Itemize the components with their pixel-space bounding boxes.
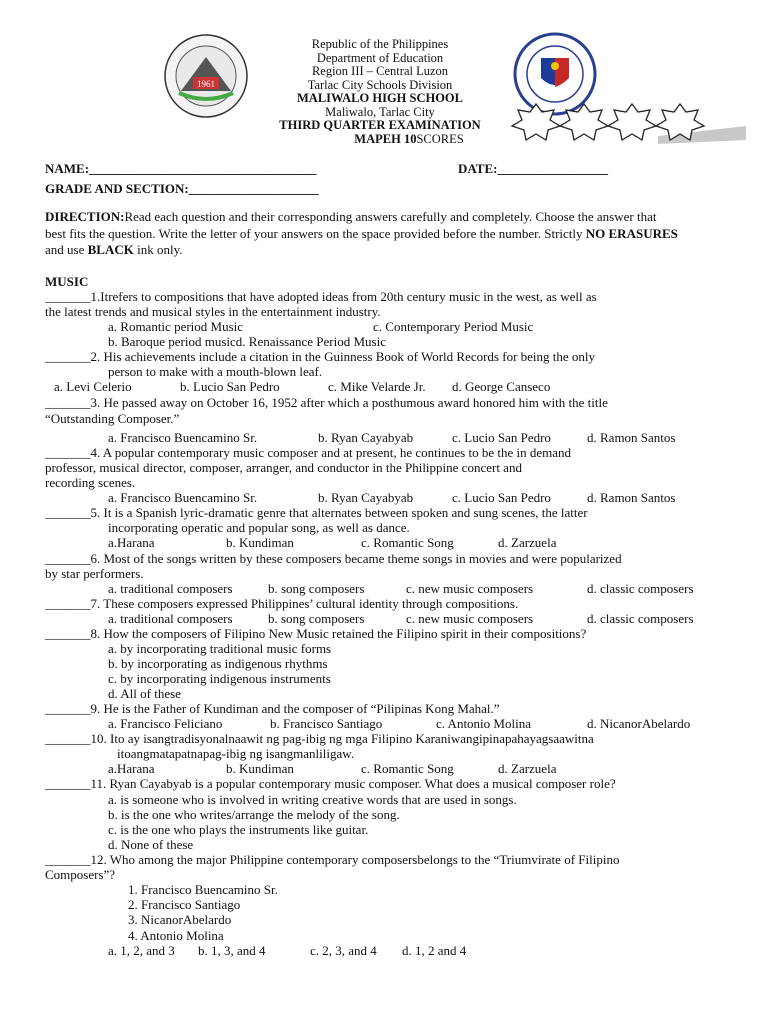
q7-option-c: c. new music composers bbox=[406, 611, 534, 626]
question-5-line-2: incorporating operatic and popular song, as well as dance. bbox=[108, 520, 410, 535]
q12-item-1: 1. Francisco Buencamino Sr. bbox=[128, 882, 278, 897]
question-10-line-1: _______10. Ito ay isangtradisyonalnaawit ng pag-ibig ng mga Filipino Karaniwangipinapahayagsaawitna bbox=[45, 731, 594, 746]
header-subject bbox=[210, 133, 550, 147]
logo-year: 1961 bbox=[197, 79, 215, 89]
q1-option-bd: b. Baroque period musicd. Renaissance Period Music bbox=[108, 334, 386, 349]
question-12-line-2: Composers”? bbox=[45, 867, 116, 882]
q4-option-b: b. Ryan Cayabyab bbox=[318, 490, 414, 505]
question-6-line-1: _______6. Most of the songs written by these composers became theme songs in movies and were popularized bbox=[45, 551, 622, 566]
q6-option-d: d. classic composers bbox=[587, 581, 694, 596]
grade-label: GRADE AND SECTION: bbox=[45, 181, 189, 196]
q6-option-a: a. traditional composers bbox=[108, 581, 233, 596]
q10-option-b: b. Kundiman bbox=[226, 761, 294, 776]
direction-text-3a: and use bbox=[45, 242, 88, 257]
q3-option-c: c. Lucio San Pedro bbox=[452, 430, 551, 445]
q5-option-a: a.Harana bbox=[108, 535, 155, 550]
q12-option-b: b. 1, 3, and 4 bbox=[198, 943, 266, 958]
question-9-line-1: _______9. He is the Father of Kundiman and the composer of “Pilipinas Kong Mahal.” bbox=[45, 701, 500, 716]
direction-label: DIRECTION: bbox=[45, 209, 125, 224]
q10-option-c: c. Romantic Song bbox=[361, 761, 454, 776]
q8-option-c: c. by incorporating indigenous instruments bbox=[108, 671, 331, 686]
q3-option-d: d. Ramon Santos bbox=[587, 430, 676, 445]
document-header bbox=[210, 38, 550, 146]
question-11-line-1: _______11. Ryan Cayabyab is a popular contemporary music composer. What does a musical composer role? bbox=[45, 776, 616, 791]
q12-option-c: c. 2, 3, and 4 bbox=[310, 943, 377, 958]
q4-option-d: d. Ramon Santos bbox=[587, 490, 676, 505]
grade-blank[interactable]: ____________________ bbox=[188, 181, 319, 196]
question-4-line-3: recording scenes. bbox=[45, 475, 136, 490]
question-1-line-2: the latest trends and musical styles in the entertainment industry. bbox=[45, 304, 381, 319]
header-department: Department of Education bbox=[316, 50, 444, 65]
q8-option-a: a. by incorporating traditional music forms bbox=[108, 641, 332, 656]
question-4-line-1: _______4. A popular contemporary music composer and at present, he continues to be the in demand bbox=[45, 445, 572, 460]
date-field[interactable] bbox=[458, 161, 608, 176]
q6-option-b: b. song composers bbox=[268, 581, 365, 596]
q9-option-b: b. Francisco Santiago bbox=[270, 716, 383, 731]
q8-option-b: b. by incorporating as indigenous rhythms bbox=[108, 656, 328, 671]
q9-option-c: c. Antonio Molina bbox=[436, 716, 531, 731]
date-label: DATE: bbox=[458, 161, 498, 176]
header-address: Maliwalo, Tarlac City bbox=[325, 104, 435, 119]
score-star-boxes-icon bbox=[508, 100, 748, 144]
q12-item-3: 3. NicanorAbelardo bbox=[128, 912, 232, 927]
q2-option-c: c. Mike Velarde Jr. bbox=[328, 379, 426, 394]
direction-line-1 bbox=[45, 209, 656, 224]
q5-option-c: c. Romantic Song bbox=[361, 535, 454, 550]
q12-item-4: 4. Antonio Molina bbox=[128, 928, 224, 943]
q11-option-b: b. is the one who writes/arrange the melody of the song. bbox=[108, 807, 400, 822]
q12-item-2: 2. Francisco Santiago bbox=[128, 897, 241, 912]
direction-text-1: Read each question and their corresponding answers carefully and completely. Choose the answer that bbox=[124, 209, 657, 224]
q2-option-a: a. Levi Celerio bbox=[54, 379, 132, 394]
q9-option-a: a. Francisco Feliciano bbox=[108, 716, 223, 731]
scores-label: SCORES bbox=[416, 131, 464, 146]
section-title: MUSIC bbox=[45, 274, 89, 289]
question-2-line-1: _______2. His achievements include a citation in the Guinness Book of World Records for being the only bbox=[45, 349, 596, 364]
question-1-line-1: _______1.Itrefers to compositions that have adopted ideas from 20th century music in the west, as well as bbox=[45, 289, 597, 304]
q3-option-b: b. Ryan Cayabyab bbox=[318, 430, 414, 445]
question-12-line-1: _______12. Who among the major Philippine contemporary composersbelongs to the “Triumvirate of Filipino bbox=[45, 852, 620, 867]
q10-option-a: a.Harana bbox=[108, 761, 155, 776]
q4-option-c: c. Lucio San Pedro bbox=[452, 490, 551, 505]
q11-option-c: c. is the one who plays the instruments like guitar. bbox=[108, 822, 369, 837]
header-republic: Republic of the Philippines bbox=[311, 37, 449, 51]
header-school: MALIWALO HIGH SCHOOL bbox=[297, 91, 463, 105]
q5-option-b: b. Kundiman bbox=[226, 535, 294, 550]
question-4-line-2: professor, musical director, composer, arranger, and conductor in the Philippine concert and bbox=[45, 460, 522, 475]
question-7-line-1: _______7. These composers expressed Philippines’ cultural identity through compositions. bbox=[45, 596, 519, 611]
q7-option-b: b. song composers bbox=[268, 611, 365, 626]
question-3-line-2: “Outstanding Composer.” bbox=[45, 411, 180, 426]
q12-option-a: a. 1, 2, and 3 bbox=[108, 943, 175, 958]
q8-option-d: d. All of these bbox=[108, 686, 181, 701]
q2-option-d: d. George Canseco bbox=[452, 379, 551, 394]
question-10-line-2: itoangmatapatnapag-ibig ng isangmanliligaw. bbox=[117, 746, 355, 761]
q2-option-b: b. Lucio San Pedro bbox=[180, 379, 280, 394]
question-6-line-2: by star performers. bbox=[45, 566, 144, 581]
no-erasures: NO ERASURES bbox=[585, 226, 678, 241]
q1-option-a: a. Romantic period Music bbox=[108, 319, 244, 334]
question-2-line-2: person to make with a mouth-blown leaf. bbox=[108, 364, 323, 379]
subject-label: MAPEH 10 bbox=[354, 131, 417, 146]
header-exam: THIRD QUARTER EXAMINATION bbox=[279, 118, 481, 132]
header-region: Region III – Central Luzon bbox=[311, 64, 449, 78]
direction-line-2 bbox=[45, 226, 678, 241]
direction-text-3c: ink only. bbox=[133, 242, 183, 257]
q11-option-d: d. None of these bbox=[108, 837, 194, 852]
q12-option-d: d. 1, 2 and 4 bbox=[402, 943, 467, 958]
question-8-line-1: _______8. How the composers of Filipino New Music retained the Filipino spirit in their compositions? bbox=[45, 626, 587, 641]
q10-option-d: d. Zarzuela bbox=[498, 761, 557, 776]
q3-option-a: a. Francisco Buencamino Sr. bbox=[108, 430, 258, 445]
q1-option-c: c. Contemporary Period Music bbox=[373, 319, 534, 334]
grade-section-field[interactable] bbox=[45, 181, 319, 196]
black-ink: BLACK bbox=[87, 242, 134, 257]
direction-text-2: best fits the question. Write the letter of your answers on the space provided before the number. Strictly bbox=[45, 226, 586, 241]
name-label: NAME: bbox=[45, 161, 90, 176]
q5-option-d: d. Zarzuela bbox=[498, 535, 557, 550]
question-3-line-1: _______3. He passed away on October 16, 1952 after which a posthumous award honored him with the title bbox=[45, 395, 608, 410]
header-division: Tarlac City Schools Division bbox=[307, 77, 453, 92]
date-blank[interactable]: _________________ bbox=[497, 161, 608, 176]
question-5-line-1: _______5. It is a Spanish lyric-dramatic genre that alternates between spoken and sung scenes, the latter bbox=[45, 505, 588, 520]
name-field[interactable] bbox=[45, 161, 317, 176]
q7-option-d: d. classic composers bbox=[587, 611, 694, 626]
q7-option-a: a. traditional composers bbox=[108, 611, 233, 626]
direction-line-3 bbox=[45, 242, 182, 257]
q6-option-c: c. new music composers bbox=[406, 581, 534, 596]
q11-option-a: a. is someone who is involved in writing creative words that are used in songs. bbox=[108, 792, 517, 807]
q4-option-a: a. Francisco Buencamino Sr. bbox=[108, 490, 258, 505]
q9-option-d: d. NicanorAbelardo bbox=[587, 716, 691, 731]
score-boxes bbox=[508, 100, 748, 144]
name-blank[interactable]: ___________________________________ bbox=[89, 161, 317, 176]
